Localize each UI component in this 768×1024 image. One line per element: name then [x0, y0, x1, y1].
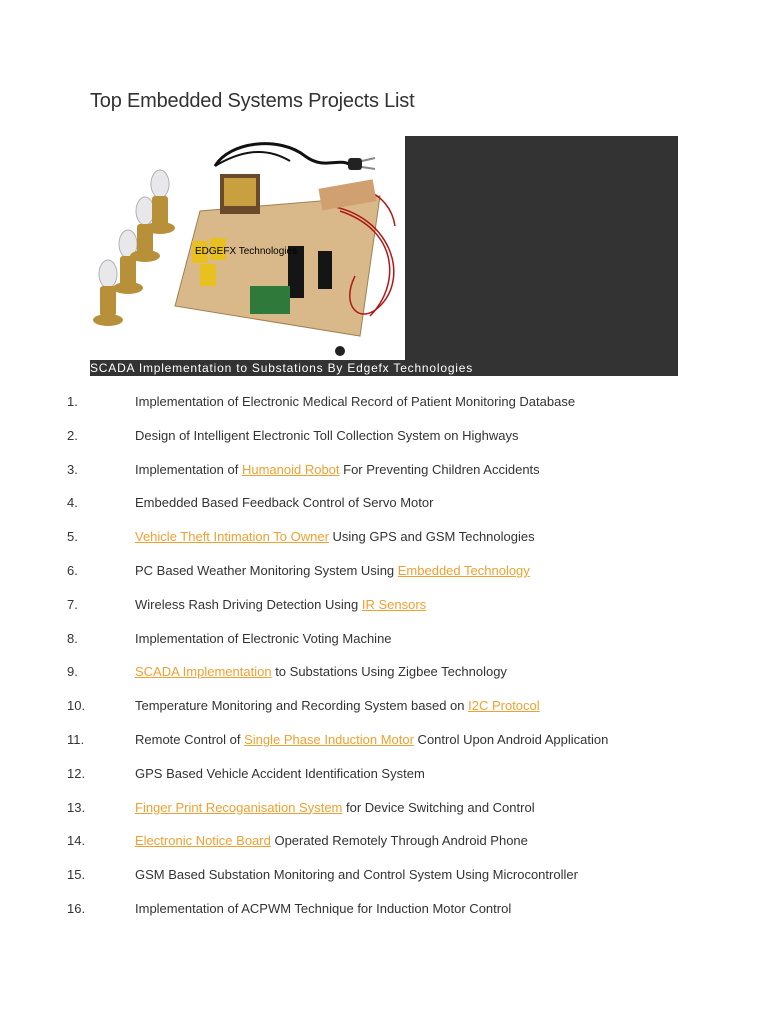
list-item-number: 15. — [67, 867, 86, 883]
project-link[interactable]: SCADA Implementation — [135, 664, 272, 680]
list-item — [0, 730, 768, 750]
list-item — [0, 662, 768, 682]
list-item — [0, 629, 768, 649]
list-item-text-segment: to Substations Using Zigbee Technology — [271, 664, 507, 680]
list-item-number: 5. — [67, 529, 78, 545]
list-item — [0, 798, 768, 818]
list-item-text-segment: GSM Based Substation Monitoring and Control System Using Microcontroller — [135, 867, 578, 883]
list-item-text-segment: Implementation of ACPWM Technique for Induction Motor Control — [135, 901, 512, 916]
list-item — [0, 831, 768, 851]
list-item-text — [135, 561, 530, 581]
project-link[interactable]: Single Phase Induction Motor — [244, 732, 414, 747]
list-item-text — [135, 493, 433, 513]
list-item-text-segment: Design of Intelligent Electronic Toll Collection System on Highways — [135, 427, 519, 443]
project-link[interactable]: IR Sensors — [361, 596, 427, 612]
list-item-text-segment: Wireless Rash Driving Detection Using — [135, 596, 362, 612]
page-title: Top Embedded Systems Projects List — [90, 90, 415, 112]
list-item-number: 7. — [67, 596, 78, 612]
list-item — [0, 561, 768, 581]
project-link[interactable]: Vehicle Theft Intimation To Owner — [135, 529, 329, 545]
list-item-text-segment: Temperature Monitoring and Recording System based on — [135, 698, 469, 714]
list-item-number: 10. — [67, 698, 86, 714]
list-item-text-segment: Implementation of — [135, 461, 242, 477]
list-item — [0, 696, 768, 716]
list-item-text — [135, 899, 511, 919]
list-item-number: 2. — [67, 427, 78, 443]
list-item-text — [135, 798, 535, 818]
list-item-text-segment: Control Upon Android Application — [413, 732, 609, 747]
project-link[interactable]: I2C Protocol — [468, 698, 540, 714]
list-item-number: 4. — [67, 495, 78, 511]
list-item-text — [135, 595, 426, 615]
project-link[interactable]: Humanoid Robot — [241, 461, 340, 477]
list-item-text — [135, 662, 507, 682]
list-item-text — [135, 527, 535, 547]
list-item — [0, 426, 768, 446]
list-item-text — [135, 426, 518, 446]
list-item-text-segment: Remote Control of — [135, 732, 245, 747]
list-item-text — [135, 865, 578, 885]
list-item-number: 1. — [67, 394, 78, 409]
list-item-number: 9. — [67, 664, 78, 680]
list-item-text-segment: GPS Based Vehicle Accident Identification System — [135, 765, 425, 781]
list-item-number: 11. — [67, 732, 85, 747]
list-item — [0, 865, 768, 885]
list-item-number: 14. — [67, 833, 86, 849]
list-item-text-segment: For Preventing Children Accidents — [339, 461, 540, 477]
list-item-text — [135, 392, 575, 412]
list-item-text — [135, 629, 392, 649]
list-item-number: 3. — [67, 461, 78, 477]
project-board-image — [90, 136, 405, 360]
list-item-number: 8. — [67, 630, 78, 646]
project-figure — [90, 136, 678, 376]
list-item-text-segment: Using GPS and GSM Technologies — [328, 529, 535, 545]
list-item-text-segment: Operated Remotely Through Android Phone — [270, 833, 528, 849]
list-item-text-segment: Embedded Based Feedback Control of Servo Motor — [135, 495, 434, 511]
list-item-text-segment: Implementation of Electronic Voting Machine — [135, 630, 392, 646]
list-item — [0, 764, 768, 784]
list-item — [0, 595, 768, 615]
list-item-text — [135, 831, 528, 851]
list-item-text-segment: PC Based Weather Monitoring System Using — [135, 563, 398, 578]
list-item-text-segment: Implementation of Electronic Medical Record of Patient Monitoring Database — [135, 394, 576, 409]
watermark-text: EDGEFX Technologies — [195, 246, 298, 257]
list-item-text-segment: for Device Switching and Control — [342, 799, 535, 815]
list-item-number: 6. — [67, 563, 78, 578]
project-link[interactable]: Embedded Technology — [397, 563, 530, 578]
project-link[interactable]: Finger Print Recoganisation System — [135, 799, 343, 815]
list-item-number: 12. — [67, 765, 86, 781]
list-item — [0, 899, 768, 919]
list-item-text — [135, 460, 540, 480]
list-item-text — [135, 730, 608, 750]
list-item — [0, 527, 768, 547]
list-item — [0, 460, 768, 480]
list-item-text — [135, 696, 540, 716]
list-item-number: 16. — [67, 901, 86, 916]
figure-caption: SCADA Implementation to Substations By Edgefx Technologies — [90, 360, 678, 376]
project-link[interactable]: Electronic Notice Board — [135, 833, 271, 849]
list-item — [0, 493, 768, 513]
list-item-text — [135, 764, 425, 784]
list-item — [0, 392, 768, 412]
list-item-number: 13. — [67, 799, 86, 815]
